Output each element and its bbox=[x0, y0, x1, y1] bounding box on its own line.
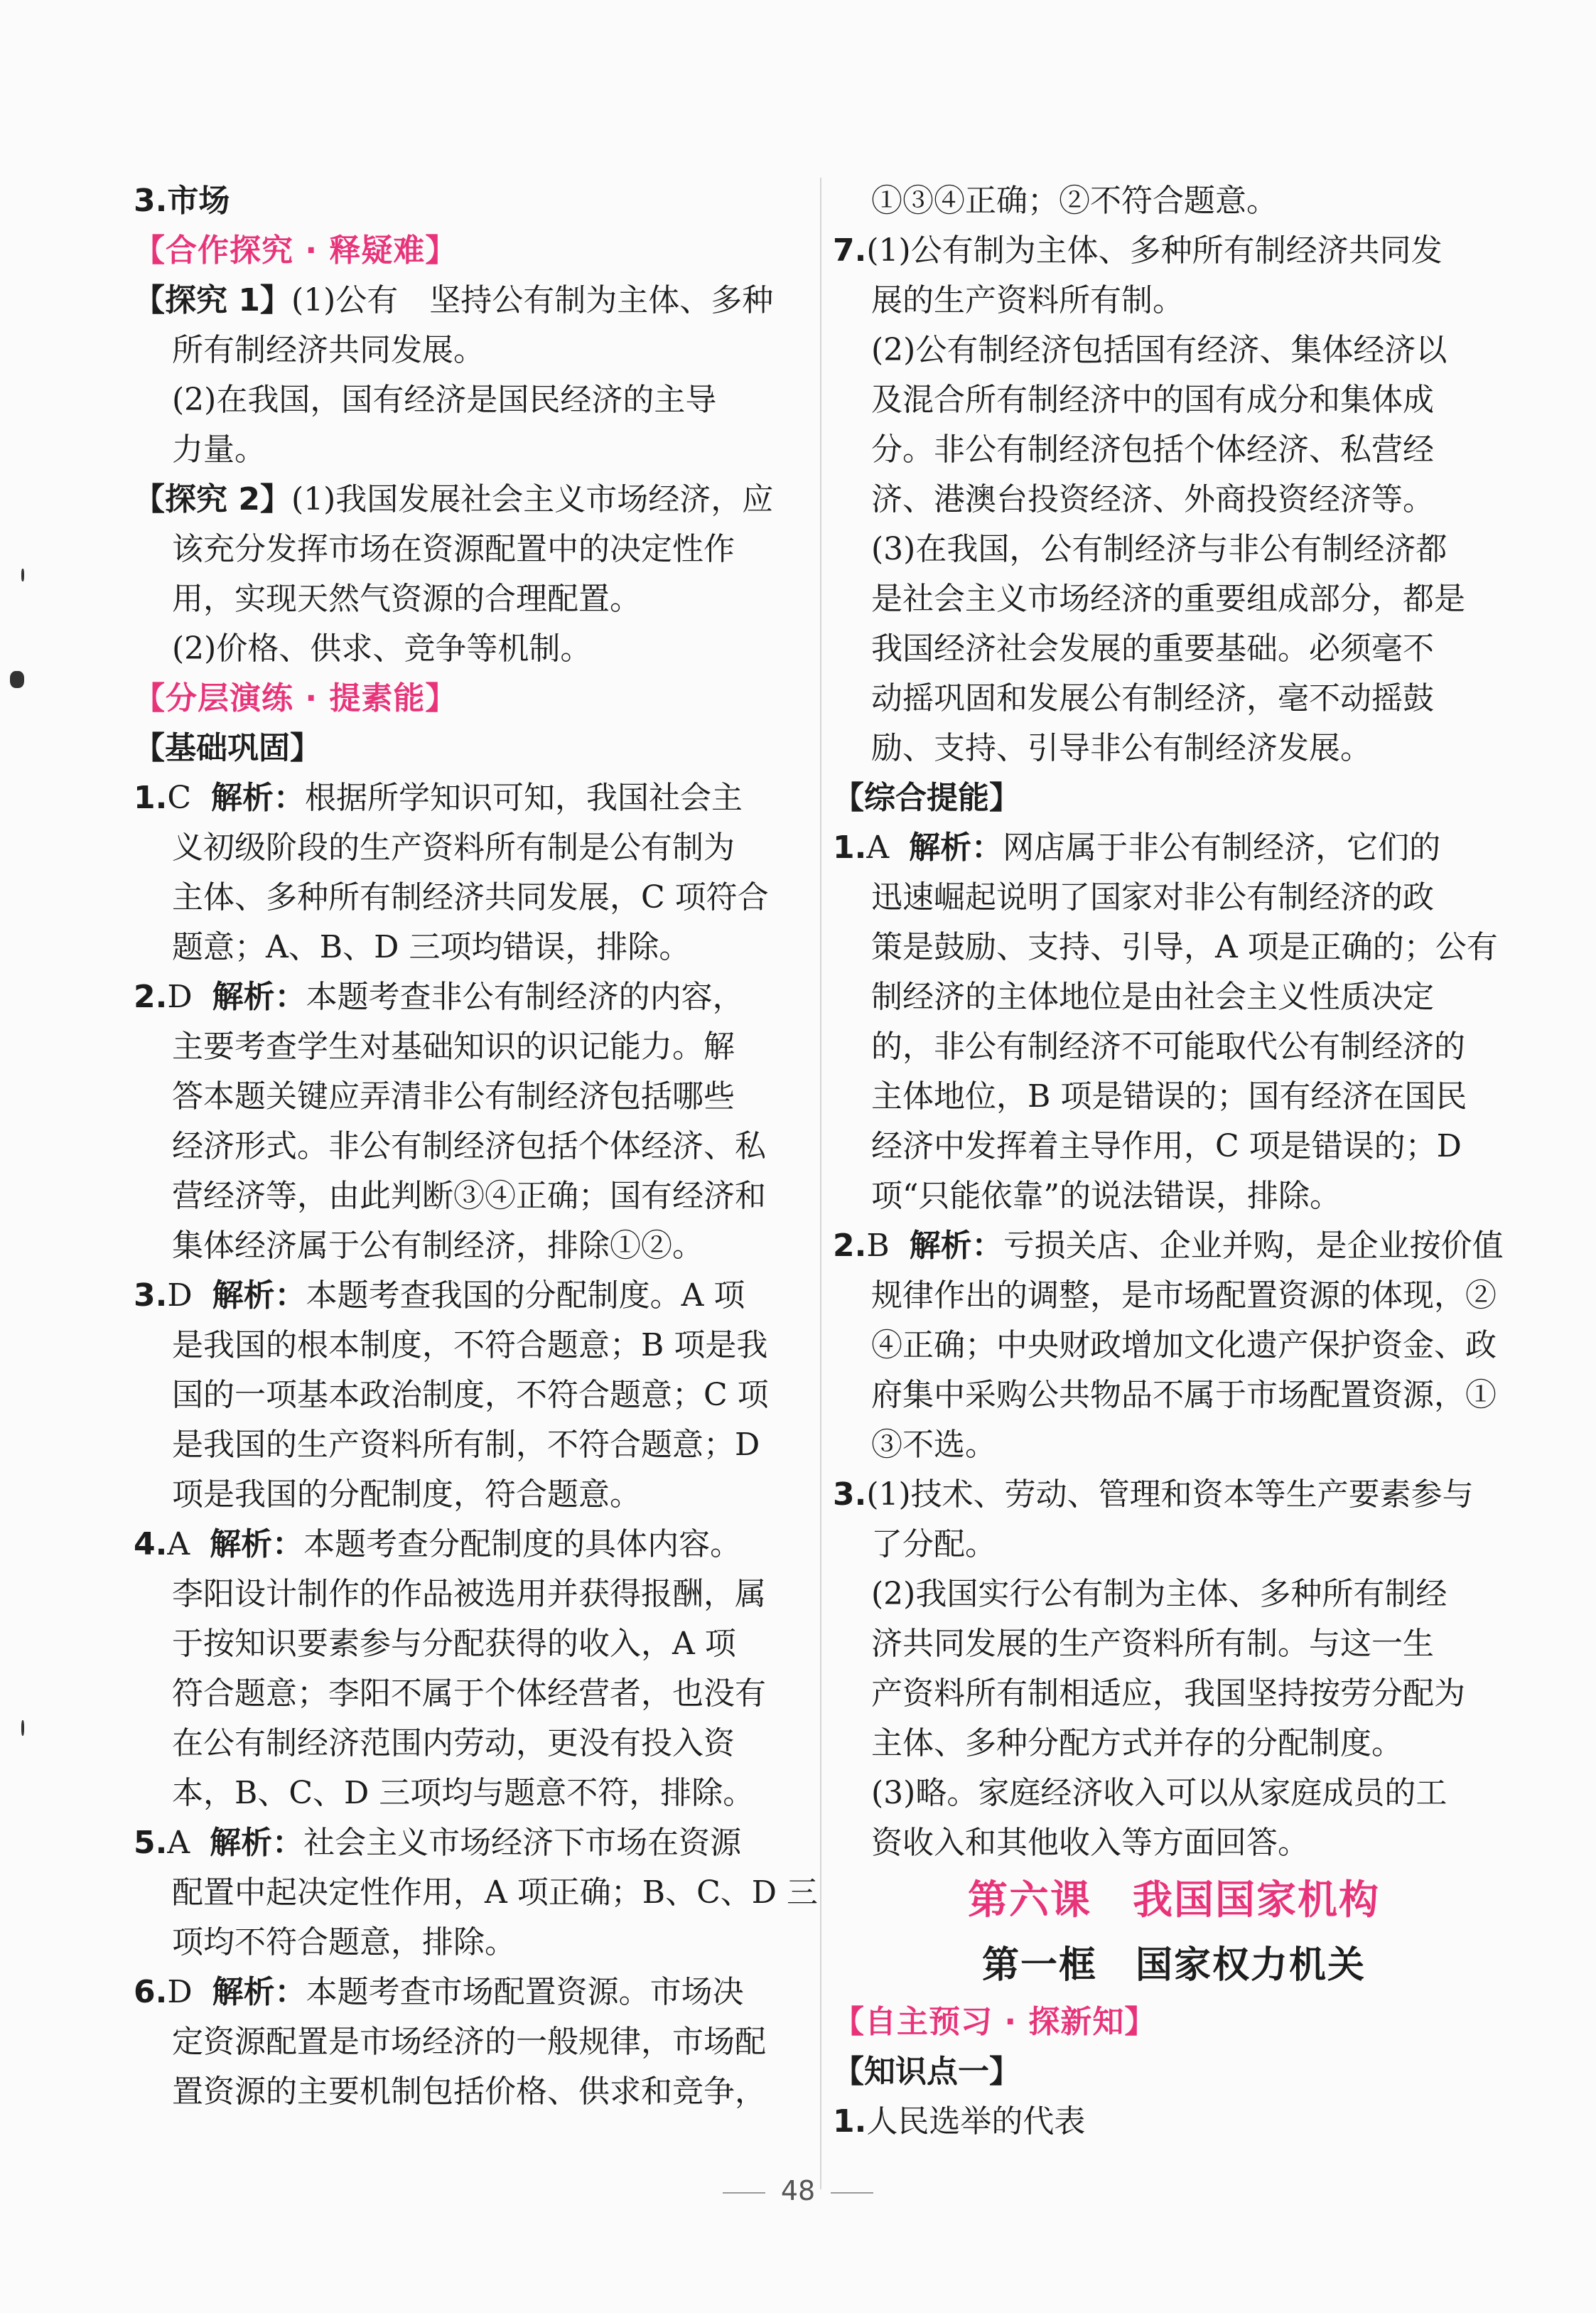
text-line: 所有制经济共同发展。 bbox=[172, 332, 485, 368]
text-line: 本，B、C、D 三项均与题意不符，排除。 bbox=[172, 1775, 755, 1811]
answer-letter: D bbox=[167, 1277, 193, 1314]
text-line: (2)价格、供求、竞争等机制。 bbox=[172, 630, 592, 667]
text-line: 我国经济社会发展的重要基础。必须毫不 bbox=[871, 630, 1434, 667]
text-line: 主要考查学生对基础知识的识记能力。解 bbox=[172, 1029, 735, 1065]
text-line: 于按知识要素参与分配获得的收入，A 项 bbox=[172, 1626, 736, 1662]
text-line: 在公有制经济范围内劳动，更没有投入资 bbox=[172, 1725, 735, 1761]
text-line: 经济形式。非公有制经济包括个体经济、私 bbox=[172, 1128, 766, 1164]
text-line: 展的生产资料所有制。 bbox=[871, 282, 1184, 318]
text-line: 该充分发挥市场在资源配置中的决定性作 bbox=[172, 531, 735, 567]
answer-letter: D bbox=[167, 979, 193, 1015]
text-line: 项“只能依靠”的说法错误，排除。 bbox=[871, 1178, 1341, 1214]
answer-letter: B bbox=[866, 1228, 890, 1264]
scan-speck bbox=[21, 569, 24, 581]
text-line: (2)公有制经济包括国有经济、集体经济以 bbox=[871, 332, 1447, 368]
question-1: 1.C 解析：根据所学知识可知，我国社会主 bbox=[134, 780, 743, 816]
text-line: 的，非公有制经济不可能取代公有制经济的 bbox=[871, 1029, 1465, 1065]
section-heading-hezuo: 【合作探究 · 释疑难】 bbox=[134, 232, 458, 269]
text-line: 主体、多种分配方式并存的分配制度。 bbox=[871, 1725, 1403, 1761]
text-line: 产资料所有制相适应，我国坚持按劳分配为 bbox=[871, 1675, 1465, 1712]
text-line: 主体、多种所有制经济共同发展，C 项符合 bbox=[172, 879, 769, 916]
answer-letter: A bbox=[866, 830, 890, 866]
explore-label: 【探究 1】 bbox=[134, 282, 291, 318]
text-line: 是社会主义市场经济的重要组成部分，都是 bbox=[871, 581, 1465, 617]
text-line: 经济中发挥着主导作用，C 项是错误的；D bbox=[871, 1128, 1462, 1164]
comprehensive-3: 3.(1)技术、劳动、管理和资本等生产要素参与 bbox=[833, 1476, 1474, 1513]
text-line: 主体地位，B 项是错误的；国有经济在国民 bbox=[871, 1078, 1467, 1115]
text-line: 府集中采购公共物品不属于市场配置资源，① bbox=[871, 1377, 1497, 1413]
text-line: 了分配。 bbox=[871, 1526, 996, 1562]
text-line: 配置中起决定性作用，A 项正确；B、C、D 三 bbox=[172, 1874, 819, 1911]
text-line: 力量。 bbox=[172, 431, 266, 468]
text-line: 分。非公有制经济包括个体经济、私营经 bbox=[871, 431, 1434, 468]
question-4: 4.A 解析：本题考查分配制度的具体内容。 bbox=[134, 1526, 742, 1562]
text-line: 及混合所有制经济中的国有成分和集体成 bbox=[871, 382, 1434, 418]
text-line: 李阳设计制作的作品被选用并获得报酬，属 bbox=[172, 1576, 766, 1612]
comprehensive-2: 2.B 解析：亏损关店、企业并购，是企业按价值 bbox=[833, 1228, 1504, 1264]
text-line: 动摇巩固和发展公有制经济，毫不动摇鼓 bbox=[871, 680, 1434, 717]
text-line: 答本题关键应弄清非公有制经济包括哪些 bbox=[172, 1078, 735, 1115]
section-heading-zizhu: 【自主预习 · 探新知】 bbox=[833, 2004, 1157, 2040]
footer-dash bbox=[831, 2192, 873, 2194]
text-line: ③不选。 bbox=[871, 1427, 996, 1463]
question-3: 3.D 解析：本题考查我国的分配制度。A 项 bbox=[134, 1277, 745, 1314]
text-line: (3)略。家庭经济收入可以从家庭成员的工 bbox=[871, 1775, 1447, 1811]
question-2: 2.D 解析：本题考查非公有制经济的内容， bbox=[134, 979, 744, 1015]
text-line: 是我国的根本制度，不符合题意；B 项是我 bbox=[172, 1327, 768, 1363]
text-line: 迅速崛起说明了国家对非公有制经济的政 bbox=[871, 879, 1434, 916]
question-6: 6.D 解析：本题考查市场配置资源。市场决 bbox=[134, 1974, 744, 2010]
text-line: 1.人民选举的代表 bbox=[833, 2103, 1086, 2140]
answer-letter: A bbox=[167, 1825, 190, 1861]
text-line: (2)我国实行公有制为主体、多种所有制经 bbox=[871, 1576, 1447, 1612]
answer-letter: A bbox=[167, 1526, 190, 1562]
text-line: 义初级阶段的生产资料所有制是公有制为 bbox=[172, 830, 735, 866]
explore-label: 【探究 2】 bbox=[134, 481, 291, 517]
text-line: 项均不符合题意，排除。 bbox=[172, 1924, 516, 1960]
text-line: (2)在我国，国有经济是国民经济的主导 bbox=[172, 382, 717, 418]
text-line: 置资源的主要机制包括价格、供求和竞争， bbox=[172, 2073, 766, 2110]
comprehensive-1: 1.A 解析：网店属于非公有制经济，它们的 bbox=[833, 830, 1441, 866]
scan-speck bbox=[21, 1720, 24, 1736]
lesson-title: 第六课 我国国家机构 bbox=[968, 1877, 1380, 1923]
text-line: 规律作出的调整，是市场配置资源的体现，② bbox=[871, 1277, 1497, 1314]
left-column bbox=[134, 176, 819, 2117]
text-line: 符合题意；李阳不属于个体经营者，也没有 bbox=[172, 1675, 766, 1712]
subsection-heading: 【基础巩固】 bbox=[134, 730, 321, 766]
text-line: 策是鼓励、支持、引导，A 项是正确的；公有 bbox=[871, 929, 1498, 965]
text-line: 定资源配置是市场经济的一般规律，市场配 bbox=[172, 2024, 766, 2060]
footer-dash bbox=[723, 2192, 765, 2194]
text-line: ①③④正确；②不符合题意。 bbox=[871, 183, 1278, 219]
text-line: 济、港澳台投资经济、外商投资经济等。 bbox=[871, 481, 1434, 517]
question-5: 5.A 解析：社会主义市场经济下市场在资源 bbox=[134, 1825, 742, 1861]
text-line: 国的一项基本政治制度，不符合题意；C 项 bbox=[172, 1377, 769, 1413]
text-line: 济共同发展的生产资料所有制。与这一生 bbox=[871, 1626, 1434, 1662]
answer-letter: C bbox=[167, 780, 192, 816]
right-column bbox=[833, 176, 1515, 2147]
section-heading-fenceng: 【分层演练 · 提素能】 bbox=[134, 680, 458, 717]
text-line: 营经济等，由此判断③④正确；国有经济和 bbox=[172, 1178, 766, 1214]
text-line: 题意；A、B、D 三项均错误，排除。 bbox=[172, 929, 691, 965]
text-line: ④正确；中央财政增加文化遗产保护资金、政 bbox=[871, 1327, 1497, 1363]
text-line: 资收入和其他收入等方面回答。 bbox=[871, 1825, 1309, 1861]
explore-1: 【探究 1】(1)公有 坚持公有制为主体、多种 bbox=[134, 282, 774, 318]
text-line: 项是我国的分配制度，符合题意。 bbox=[172, 1476, 641, 1513]
text-line: 制经济的主体地位是由社会主义性质决定 bbox=[871, 979, 1434, 1015]
subsection-heading: 【知识点一】 bbox=[833, 2054, 1020, 2090]
text-line: (3)在我国，公有制经济与非公有制经济都 bbox=[871, 531, 1447, 567]
scan-speck bbox=[10, 671, 24, 688]
text-line: 集体经济属于公有制经济，排除①②。 bbox=[172, 1228, 703, 1264]
subsection-heading: 【综合提能】 bbox=[833, 780, 1020, 816]
explore-2: 【探究 2】(1)我国发展社会主义市场经济，应 bbox=[134, 481, 774, 517]
question-7: 7.(1)公有制为主体、多种所有制经济共同发 bbox=[833, 232, 1443, 269]
text-line: 是我国的生产资料所有制，不符合题意；D bbox=[172, 1427, 760, 1463]
page-footer bbox=[0, 2175, 1596, 2206]
frame-title: 第一框 国家权力机关 bbox=[981, 1944, 1366, 1987]
text-line: 励、支持、引导非公有制经济发展。 bbox=[871, 730, 1371, 766]
text-line: 3.市场 bbox=[134, 183, 230, 219]
page-number: 48 bbox=[780, 2175, 816, 2206]
text-line: 用，实现天然气资源的合理配置。 bbox=[172, 581, 641, 617]
answer-letter: D bbox=[167, 1974, 193, 2010]
column-divider bbox=[820, 178, 821, 2189]
